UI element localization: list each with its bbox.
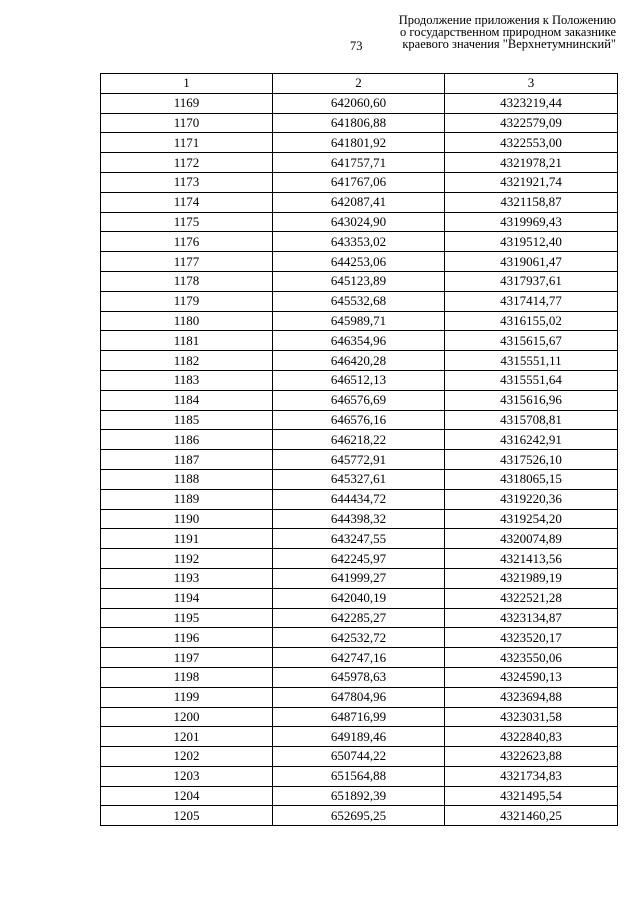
- point-number-cell: 1169: [101, 93, 273, 113]
- table-row: [101, 93, 618, 113]
- table-row: [101, 252, 618, 272]
- y-coordinate-cell: 4323694,88: [445, 687, 618, 707]
- point-number-cell: 1173: [101, 172, 273, 192]
- point-number-cell: 1199: [101, 687, 273, 707]
- x-coordinate-cell: 642060,60: [273, 93, 445, 113]
- table-row: [101, 271, 618, 291]
- y-coordinate-cell: 4315551,11: [445, 351, 618, 371]
- y-coordinate-cell: 4321460,25: [445, 806, 618, 826]
- y-coordinate-cell: 4316242,91: [445, 430, 618, 450]
- point-number-cell: 1187: [101, 450, 273, 470]
- y-coordinate-cell: 4315708,81: [445, 410, 618, 430]
- point-number-cell: 1191: [101, 529, 273, 549]
- point-number-cell: 1186: [101, 430, 273, 450]
- y-coordinate-cell: 4322623,88: [445, 747, 618, 767]
- table-row: [101, 628, 618, 648]
- table-row: [101, 311, 618, 331]
- point-number-cell: 1184: [101, 390, 273, 410]
- document-header: [376, 14, 616, 50]
- x-coordinate-cell: 643024,90: [273, 212, 445, 232]
- column-header-number: 1: [101, 74, 273, 94]
- point-number-cell: 1197: [101, 648, 273, 668]
- point-number-cell: 1182: [101, 351, 273, 371]
- point-number-cell: 1188: [101, 469, 273, 489]
- x-coordinate-cell: 647804,96: [273, 687, 445, 707]
- point-number-cell: 1202: [101, 747, 273, 767]
- x-coordinate-cell: 646512,13: [273, 370, 445, 390]
- y-coordinate-cell: 4315551,64: [445, 370, 618, 390]
- table-row: [101, 192, 618, 212]
- page-number: 73: [350, 39, 363, 53]
- point-number-cell: 1201: [101, 727, 273, 747]
- x-coordinate-cell: 643353,02: [273, 232, 445, 252]
- point-number-cell: 1205: [101, 806, 273, 826]
- table-row: [101, 549, 618, 569]
- table-row: [101, 469, 618, 489]
- x-coordinate-cell: 648716,99: [273, 707, 445, 727]
- y-coordinate-cell: 4318065,15: [445, 469, 618, 489]
- x-coordinate-cell: 652695,25: [273, 806, 445, 826]
- y-coordinate-cell: 4315616,96: [445, 390, 618, 410]
- table-row: [101, 450, 618, 470]
- table-row: [101, 687, 618, 707]
- x-coordinate-cell: 642087,41: [273, 192, 445, 212]
- table-row: [101, 806, 618, 826]
- header-line-2: о государственном природном заказнике: [400, 25, 616, 39]
- point-number-cell: 1171: [101, 133, 273, 153]
- point-number-cell: 1180: [101, 311, 273, 331]
- x-coordinate-cell: 646354,96: [273, 331, 445, 351]
- table-row: [101, 133, 618, 153]
- y-coordinate-cell: 4315615,67: [445, 331, 618, 351]
- y-coordinate-cell: 4316155,02: [445, 311, 618, 331]
- table-row: [101, 430, 618, 450]
- x-coordinate-cell: 642747,16: [273, 648, 445, 668]
- y-coordinate-cell: 4322579,09: [445, 113, 618, 133]
- y-coordinate-cell: 4320074,89: [445, 529, 618, 549]
- x-coordinate-cell: 642532,72: [273, 628, 445, 648]
- y-coordinate-cell: 4319512,40: [445, 232, 618, 252]
- table-row: [101, 588, 618, 608]
- table-row: [101, 113, 618, 133]
- x-coordinate-cell: 645532,68: [273, 291, 445, 311]
- point-number-cell: 1175: [101, 212, 273, 232]
- point-number-cell: 1189: [101, 489, 273, 509]
- x-coordinate-cell: 649189,46: [273, 727, 445, 747]
- table-row: [101, 370, 618, 390]
- point-number-cell: 1196: [101, 628, 273, 648]
- header-line-1: Продолжение приложения к Положению: [398, 13, 616, 27]
- x-coordinate-cell: 644434,72: [273, 489, 445, 509]
- table-row: [101, 232, 618, 252]
- y-coordinate-cell: 4324590,13: [445, 667, 618, 687]
- y-coordinate-cell: 4319220,36: [445, 489, 618, 509]
- point-number-cell: 1195: [101, 608, 273, 628]
- y-coordinate-cell: 4323219,44: [445, 93, 618, 113]
- table-row: [101, 212, 618, 232]
- x-coordinate-cell: 651564,88: [273, 766, 445, 786]
- y-coordinate-cell: 4322553,00: [445, 133, 618, 153]
- table-body: [101, 93, 618, 825]
- table-row: [101, 648, 618, 668]
- table-row: [101, 291, 618, 311]
- point-number-cell: 1198: [101, 667, 273, 687]
- y-coordinate-cell: 4319969,43: [445, 212, 618, 232]
- column-header-y: 3: [445, 74, 618, 94]
- y-coordinate-cell: 4321734,83: [445, 766, 618, 786]
- table-header-row: [101, 74, 618, 94]
- table-row: [101, 707, 618, 727]
- x-coordinate-cell: 642285,27: [273, 608, 445, 628]
- table-row: [101, 509, 618, 529]
- y-coordinate-cell: 4321978,21: [445, 153, 618, 173]
- point-number-cell: 1179: [101, 291, 273, 311]
- x-coordinate-cell: 646576,16: [273, 410, 445, 430]
- y-coordinate-cell: 4317937,61: [445, 271, 618, 291]
- point-number-cell: 1170: [101, 113, 273, 133]
- x-coordinate-cell: 645327,61: [273, 469, 445, 489]
- y-coordinate-cell: 4321989,19: [445, 568, 618, 588]
- table-row: [101, 667, 618, 687]
- column-header-x: 2: [273, 74, 445, 94]
- x-coordinate-cell: 644398,32: [273, 509, 445, 529]
- x-coordinate-cell: 641806,88: [273, 113, 445, 133]
- x-coordinate-cell: 646420,28: [273, 351, 445, 371]
- x-coordinate-cell: 651892,39: [273, 786, 445, 806]
- point-number-cell: 1193: [101, 568, 273, 588]
- x-coordinate-cell: 646576,69: [273, 390, 445, 410]
- point-number-cell: 1178: [101, 271, 273, 291]
- table-row: [101, 747, 618, 767]
- point-number-cell: 1172: [101, 153, 273, 173]
- x-coordinate-cell: 644253,06: [273, 252, 445, 272]
- point-number-cell: 1174: [101, 192, 273, 212]
- x-coordinate-cell: 645989,71: [273, 311, 445, 331]
- y-coordinate-cell: 4319061,47: [445, 252, 618, 272]
- x-coordinate-cell: 645772,91: [273, 450, 445, 470]
- x-coordinate-cell: 641767,06: [273, 172, 445, 192]
- y-coordinate-cell: 4321921,74: [445, 172, 618, 192]
- x-coordinate-cell: 641801,92: [273, 133, 445, 153]
- x-coordinate-cell: 641757,71: [273, 153, 445, 173]
- table-row: [101, 390, 618, 410]
- y-coordinate-cell: 4323031,58: [445, 707, 618, 727]
- table-row: [101, 568, 618, 588]
- coordinates-table: [100, 73, 618, 826]
- table-row: [101, 153, 618, 173]
- y-coordinate-cell: 4317526,10: [445, 450, 618, 470]
- point-number-cell: 1185: [101, 410, 273, 430]
- header-line-3: краевого значения "Верхнетумнинский": [402, 37, 616, 51]
- x-coordinate-cell: 642040,19: [273, 588, 445, 608]
- x-coordinate-cell: 650744,22: [273, 747, 445, 767]
- y-coordinate-cell: 4319254,20: [445, 509, 618, 529]
- point-number-cell: 1200: [101, 707, 273, 727]
- point-number-cell: 1181: [101, 331, 273, 351]
- y-coordinate-cell: 4323134,87: [445, 608, 618, 628]
- table-row: [101, 351, 618, 371]
- point-number-cell: 1183: [101, 370, 273, 390]
- table-row: [101, 410, 618, 430]
- table-row: [101, 786, 618, 806]
- y-coordinate-cell: 4317414,77: [445, 291, 618, 311]
- y-coordinate-cell: 4322840,83: [445, 727, 618, 747]
- point-number-cell: 1204: [101, 786, 273, 806]
- y-coordinate-cell: 4323550,06: [445, 648, 618, 668]
- point-number-cell: 1176: [101, 232, 273, 252]
- point-number-cell: 1190: [101, 509, 273, 529]
- table-row: [101, 489, 618, 509]
- y-coordinate-cell: 4323520,17: [445, 628, 618, 648]
- table-row: [101, 331, 618, 351]
- table-row: [101, 608, 618, 628]
- y-coordinate-cell: 4322521,28: [445, 588, 618, 608]
- y-coordinate-cell: 4321495,54: [445, 786, 618, 806]
- x-coordinate-cell: 646218,22: [273, 430, 445, 450]
- x-coordinate-cell: 641999,27: [273, 568, 445, 588]
- x-coordinate-cell: 643247,55: [273, 529, 445, 549]
- x-coordinate-cell: 645978,63: [273, 667, 445, 687]
- point-number-cell: 1192: [101, 549, 273, 569]
- point-number-cell: 1177: [101, 252, 273, 272]
- y-coordinate-cell: 4321413,56: [445, 549, 618, 569]
- table-row: [101, 529, 618, 549]
- point-number-cell: 1194: [101, 588, 273, 608]
- table-row: [101, 727, 618, 747]
- table-row: [101, 172, 618, 192]
- point-number-cell: 1203: [101, 766, 273, 786]
- x-coordinate-cell: 645123,89: [273, 271, 445, 291]
- y-coordinate-cell: 4321158,87: [445, 192, 618, 212]
- x-coordinate-cell: 642245,97: [273, 549, 445, 569]
- table-row: [101, 766, 618, 786]
